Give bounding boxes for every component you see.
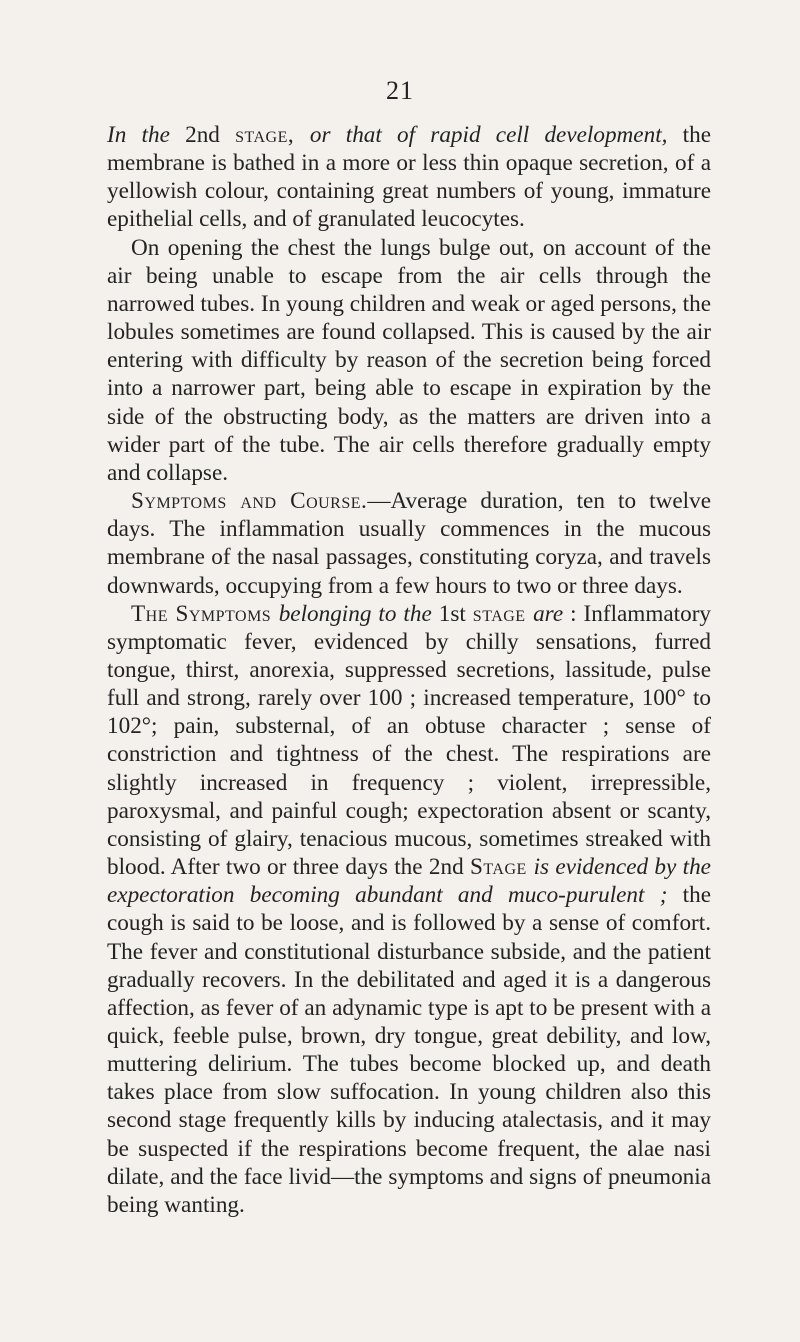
text-run: is evidenced by the expectoration becoming abundant and muco-purulent ; <box>107 854 711 909</box>
page-number: 21 <box>386 76 414 105</box>
paragraph-second-stage <box>107 121 711 234</box>
text-run: In the <box>107 122 186 148</box>
text-run: stage <box>472 600 534 627</box>
body-text <box>107 121 711 1219</box>
paragraph-opening-chest <box>107 234 711 487</box>
text-run: Stage <box>470 854 534 881</box>
text-run: The Symptoms <box>131 600 279 627</box>
text-run: belonging to the <box>278 600 439 627</box>
text-run: stage, <box>235 122 310 148</box>
section-heading: Symptoms and Course. <box>131 488 368 515</box>
paragraph-symptoms-course <box>107 487 711 600</box>
text-run: the membrane is bathed in a more or less thin opaque secretion, of a yellowish colour, containing great numbers of young, immature epithelial cells, and of granulated leucocytes. <box>107 122 711 233</box>
paragraph-first-stage-symptoms <box>107 600 711 1219</box>
text-run: : Inflammatory symptomatic fever, evidenced by chilly sensations, furred tongue, thirst, anorexia, suppressed secretions, lassitude, pulse full and strong, rarely over 100 ; increased temperature, 100° to 102°; pain, substernal, of an obtuse character ; sense of constriction and tightness of the chest. The respirations are slightly increased in frequency ; violent, irrepressible, paroxysmal, and painful cough; expectoration absent or scanty, consisting of glairy, tenacious mucous, sometimes streaked with blood. After two or three days the 2nd <box>107 600 712 881</box>
text-run: —Average duration, ten to twelve days. The inflammation usually commences in the mucous membrane of the nasal passages, constituting coryza, and travels downwards, occupying from a few hours to two or three days. <box>107 488 711 599</box>
text-run: are <box>533 600 564 627</box>
text-run: 1st <box>438 600 473 627</box>
text-run: or that of rapid cell development, <box>309 122 683 148</box>
text-run: 2nd <box>185 122 236 148</box>
text-run: the cough is said to be loose, and is followed by a sense of comfort. The fever and constitutional disturbance subside, and the patient gradually recovers. In the debilitated and aged it is a dangerous affection, as fever of an adynamic type is apt to be present with a quick, feeble pulse, brown, dry tongue, great debility, and low, muttering delirium. The tubes become blocked up, and death takes place from slow suffocation. In young children also this second stage frequently kills by inducing atalectasis, and it may be suspected if the respirations become frequent, the alae nasi dilate, and the face livid—the symptoms and signs of pneumonia being wanting. <box>107 882 711 1218</box>
text-run: On opening the chest the lungs bulge out, on account of the air being unable to escape from the air cells through the narrowed tubes. In young children and weak or aged persons, the lobules sometimes are found collapsed. This is caused by the air entering with difficulty by reason of the secretion being forced into a narrower part, being able to escape in expiration by the side of the obstructing body, as the matters are driven into a wider part of the tube. The air cells therefore gradually empty and collapse. <box>107 234 711 486</box>
